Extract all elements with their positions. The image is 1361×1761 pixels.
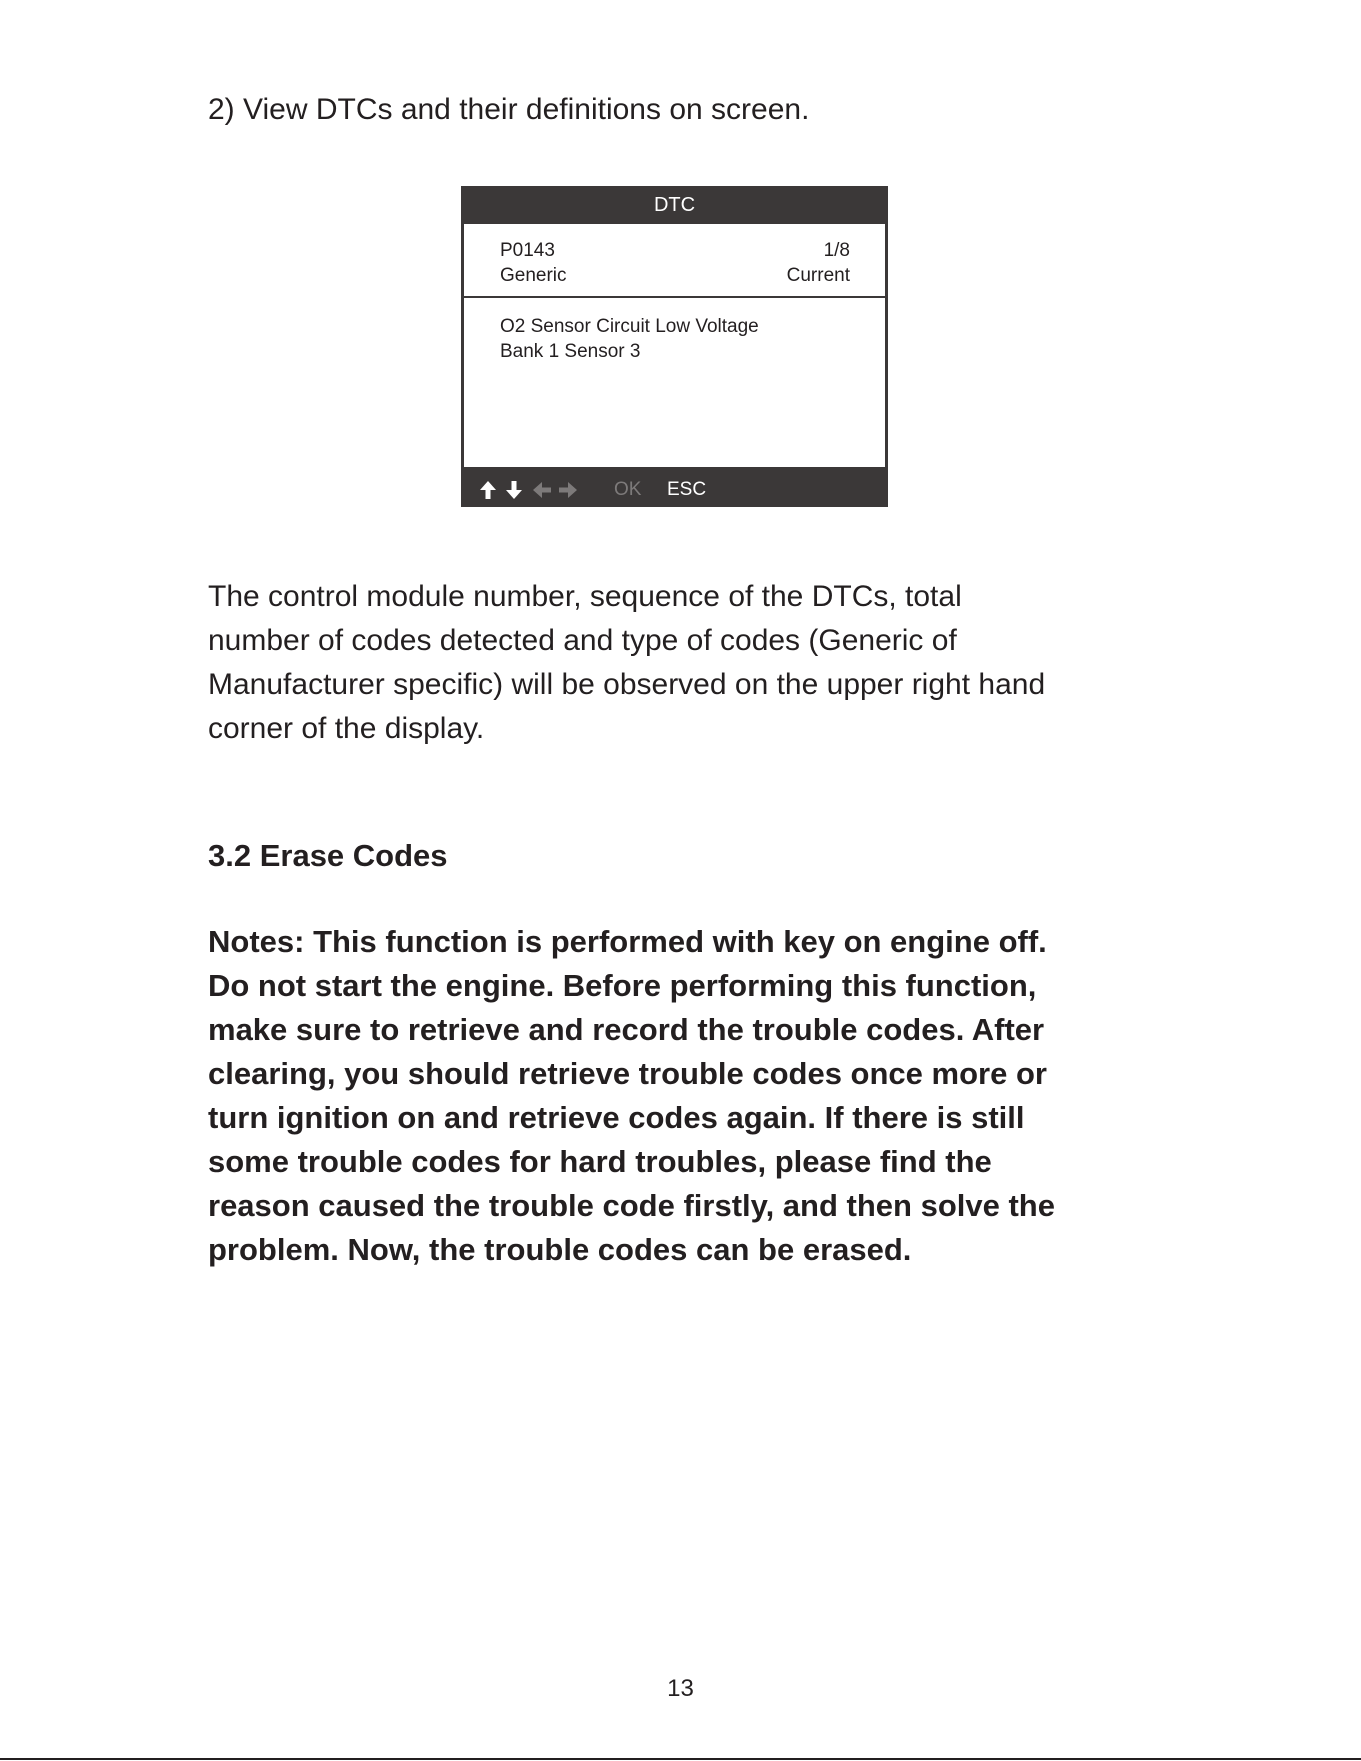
dtc-sequence: 1/8 xyxy=(823,240,850,261)
dtc-code: P0143 xyxy=(500,240,555,261)
notes-line: Notes: This function is performed with key on engine off. xyxy=(208,924,1047,959)
description-line: Manufacturer specific) will be observed on the upper right hand xyxy=(208,668,1046,701)
notes-line: reason caused the trouble code firstly, and then solve the xyxy=(208,1188,1055,1223)
arrow-left-icon[interactable] xyxy=(532,472,552,507)
dtc-status: Current xyxy=(786,265,850,286)
description-line: corner of the display. xyxy=(208,712,485,745)
esc-button[interactable]: ESC xyxy=(667,479,707,500)
arrow-up-icon[interactable] xyxy=(478,472,498,507)
screen-title: DTC xyxy=(653,194,696,216)
dtc-definition-line: O2 Sensor Circuit Low Voltage xyxy=(500,316,759,337)
dtc-screen xyxy=(461,186,888,507)
notes-line: turn ignition on and retrieve codes again. If there is still xyxy=(208,1100,1025,1135)
arrow-right-icon[interactable] xyxy=(558,472,578,507)
intro-text: 2) View DTCs and their definitions on screen. xyxy=(208,93,810,126)
description-line: The control module number, sequence of the DTCs, total xyxy=(208,580,962,613)
section-heading: 3.2 Erase Codes xyxy=(208,838,448,873)
description-paragraph xyxy=(208,575,1168,751)
ok-button[interactable]: OK xyxy=(614,479,642,500)
screen-divider xyxy=(464,296,885,298)
notes-line: Do not start the engine. Before performing this function, xyxy=(208,968,1037,1003)
dtc-definition-line: Bank 1 Sensor 3 xyxy=(500,341,641,362)
description-line: number of codes detected and type of codes (Generic of xyxy=(208,624,957,657)
notes-line: make sure to retrieve and record the trouble codes. After xyxy=(208,1012,1045,1047)
arrow-down-icon[interactable] xyxy=(504,472,524,507)
notes-line: problem. Now, the trouble codes can be erased. xyxy=(208,1232,912,1267)
notes-paragraph xyxy=(208,920,1168,1272)
notes-line: clearing, you should retrieve trouble codes once more or xyxy=(208,1056,1047,1091)
notes-line: some trouble codes for hard troubles, please find the xyxy=(208,1144,992,1179)
page-number: 13 xyxy=(667,1675,694,1702)
screen-footer xyxy=(461,472,888,507)
bottom-rule xyxy=(0,1758,1361,1760)
dtc-type: Generic xyxy=(500,265,567,286)
